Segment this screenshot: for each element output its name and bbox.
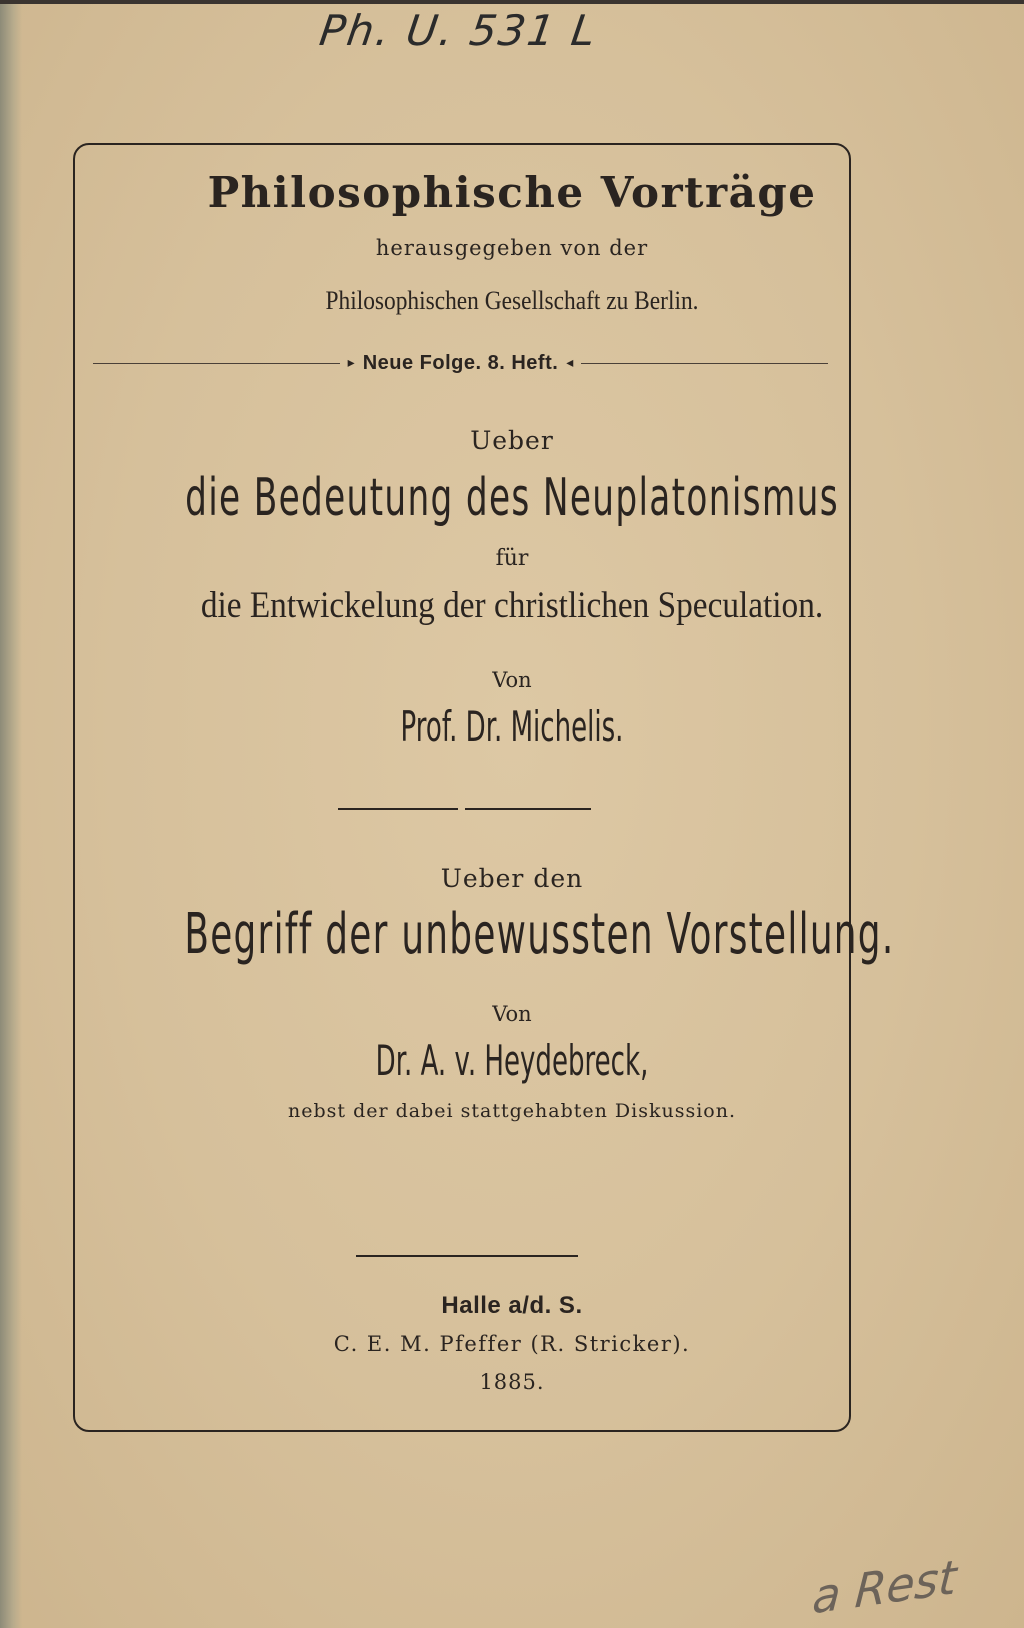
handwritten-signature: a Rest [810,1549,959,1625]
imprint-publisher: C. E. M. Pfeffer (R. Stricker). [333,1332,691,1356]
editor-line: herausgegeben von der [375,236,649,260]
title-page-frame [73,143,895,1432]
work-1-title: die Bedeutung des Neuplatonismus [185,468,839,528]
section-divider-left [338,808,458,810]
work-2-author: Dr. A. v. Heydebreck, [375,1036,649,1085]
work-1-by: Von [492,668,532,692]
issue-rule-left [93,363,340,364]
society-line: Philosophischen Gesellschaft zu Berlin. [325,286,699,315]
imprint-year: 1885. [479,1370,545,1394]
series-title: Philosophische Vorträge [207,168,817,217]
work-2-intro: Ueber den [440,864,584,893]
issue-rule-right [581,363,828,364]
section-divider-right [465,808,591,810]
work-1-intro: Ueber [470,426,554,455]
work-2-note: nebst der dabei stattgehabten Diskussion. [288,1100,736,1122]
work-1-subtitle: die Entwickelung der christlichen Speculation. [200,585,824,626]
issue-line: Neue Folge. 8. Heft. [362,351,559,374]
handwritten-call-number: Ph. U. 531 L [316,6,601,55]
work-1-author: Prof. Dr. Michelis. [400,702,624,751]
arrow-right-icon: ▸ [347,355,355,371]
work-2-title: Begriff der unbewussten Vorstellung. [184,902,895,967]
arrow-left-icon: ◂ [566,355,574,371]
page-top-edge [0,0,1024,4]
imprint-divider [356,1255,578,1257]
work-2-by: Von [492,1002,532,1026]
work-1-connector: für [495,546,529,571]
imprint-place: Halle a/d. S. [441,1292,583,1319]
issue-row [93,350,828,376]
